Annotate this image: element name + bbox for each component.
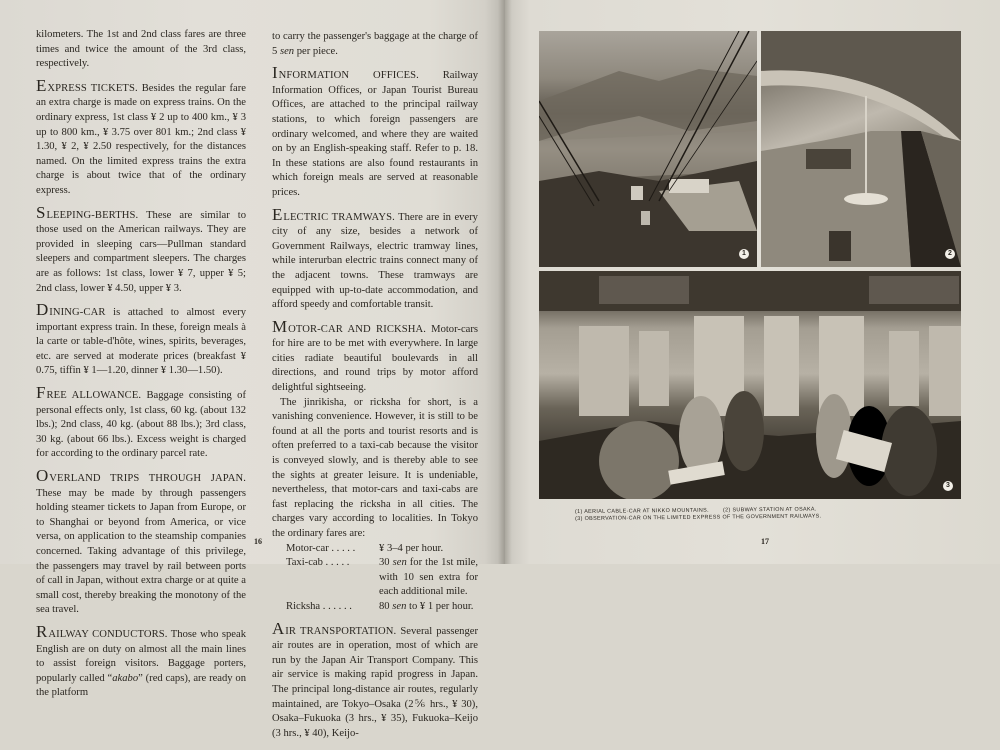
drop-cap: S bbox=[36, 202, 46, 222]
drop-cap: O bbox=[36, 466, 49, 486]
continuation-text: to carry the passenger's baggage at the charge of 5 bbox=[272, 31, 478, 57]
passenger-figure bbox=[724, 391, 764, 471]
caption-item-1: (1) AERIAL CABLE-CAR AT NIKKO MOUNTAINS. bbox=[575, 507, 709, 515]
photo-number-badge: 1 bbox=[739, 249, 749, 259]
continuation-paragraph bbox=[272, 30, 478, 59]
section-body: These are similar to those used on the American railways. They are provided in sleeping cars—Pullman standard sleepers and compartment sleepers. The charges are as follows: 1st class, lower ¥ 7, upper ¥ 5; 2nd class, lower ¥ 4.50, upper ¥ 3. bbox=[36, 209, 246, 294]
section-railway-conductors bbox=[36, 621, 247, 701]
section-heading: NFORMATION OFFICES. bbox=[278, 70, 419, 82]
photo-subway-station bbox=[761, 31, 961, 267]
section-body: Those who speak English are on duty on almost all the main lines to assist foreign visitors. Baggage porters, popularly called “ bbox=[36, 628, 246, 684]
fare-value bbox=[379, 600, 478, 615]
left-page bbox=[0, 0, 505, 739]
photo-number-badge: 2 bbox=[945, 249, 955, 259]
cable-car-cabin bbox=[631, 186, 643, 200]
section-body: Baggage consisting of personal effects only, 1st class, 60 kg. (about 132 lbs.); 2nd class, 40 kg. (about 88 lbs.); 3rd class, 30 kg. (about 66 lbs.). Excess weight is charged for according to the ordinary parcel rate. bbox=[36, 390, 246, 460]
fare-value-italic: sen bbox=[392, 600, 407, 612]
photo-number-badge: 3 bbox=[943, 481, 953, 491]
gutter-shadow bbox=[498, 0, 512, 564]
section-body-italic: akabo bbox=[112, 672, 139, 684]
section-sleeping-berths bbox=[36, 202, 246, 297]
fare-value-end: for the 1st mile, with 10 sen extra for each additional mile. bbox=[379, 557, 478, 598]
continuation-paragraph: kilometers. The 1st and 2nd class fares are three times and twice the amount of the 3rd class, respectively. bbox=[36, 29, 246, 70]
section-express-tickets bbox=[36, 75, 246, 199]
fare-row bbox=[286, 600, 478, 615]
fare-value-italic: sen bbox=[392, 557, 407, 569]
drop-cap: A bbox=[272, 618, 285, 638]
section-electric-tramways bbox=[272, 204, 478, 313]
fare-table bbox=[286, 542, 478, 615]
drop-cap: F bbox=[36, 383, 46, 403]
observation-car-illustration bbox=[539, 271, 961, 499]
section-air-transportation bbox=[272, 618, 478, 742]
section-heading: AILWAY CONDUCTORS. bbox=[48, 628, 168, 640]
left-column-2 bbox=[272, 30, 478, 750]
left-column-1 bbox=[36, 28, 246, 710]
section-body-end: ” (red caps), are ready on the platform bbox=[36, 672, 247, 699]
section-heading: XPRESS TICKETS. bbox=[47, 82, 138, 94]
fare-label: Taxi-cab . . . . . bbox=[286, 557, 350, 569]
section-body: There are in every city of any size, besides a network of Government Railways, electric tramway lines, while interurban electric trains connect many of the adjacent towns. These tramways are equipped with up-to-date accommodation, and afford speedy and comfortable transit. bbox=[272, 211, 478, 311]
continuation-italic: sen bbox=[279, 45, 295, 57]
fare-value bbox=[379, 556, 478, 600]
drop-cap: D bbox=[36, 300, 49, 320]
drop-cap: E bbox=[36, 75, 47, 95]
section-dining-car bbox=[36, 300, 246, 379]
caption-item-2: (2) SUBWAY STATION AT OSAKA. bbox=[722, 506, 817, 514]
section-heading: IR TRANSPORTATION. bbox=[285, 625, 397, 637]
photo-aerial-cable-car bbox=[539, 31, 757, 267]
section-body: These may be made by through passengers holding steamer tickets to Japan from Europe, or to Shanghai or beyond from America, or vice versa, on application to the steamship companies concerned. Taking advantage of this privilege, the passengers may travel by rail between ports of call in Japan, without extra charge or at quite a small cost, thereby breaking the monotony of the sea travel. bbox=[36, 487, 246, 616]
fare-label: Motor-car . . . . . bbox=[286, 542, 356, 554]
section-body: Railway Information Offices, or Japan Tourist Bureau Offices, are attached to the principal railway stations, to which foreign passengers are ordinary welcomed, and where they are waited on by an English-speaking staff. Refer to p. 18. In these stations are also found restaurants in which foreign meals are served at reasonable prices. bbox=[272, 70, 479, 198]
fare-row bbox=[286, 556, 478, 600]
fare-label: Ricksha . . . . . . bbox=[286, 600, 352, 612]
section-heading: LEEPING-BERTHS. bbox=[46, 209, 139, 221]
caption-line-2: (3) OBSERVATION-CAR ON THE LIMITED EXPRESS OF THE GOVERNMENT RAILWAYS. bbox=[575, 513, 822, 522]
section-information-offices bbox=[272, 63, 479, 200]
continuation-end: per piece. bbox=[294, 45, 338, 57]
fare-value bbox=[379, 542, 478, 557]
section-heading: INING-CAR bbox=[49, 307, 106, 319]
section-heading: REE ALLOWANCE. bbox=[46, 390, 142, 402]
section-heading: VERLAND TRIPS THROUGH JAPAN. bbox=[49, 473, 246, 485]
fare-value-text: 80 bbox=[379, 600, 393, 612]
drop-cap: E bbox=[272, 204, 283, 224]
drop-cap: R bbox=[36, 621, 48, 641]
page-number-left: 16 bbox=[254, 537, 262, 546]
section-free-allowance bbox=[36, 383, 246, 462]
fare-value-text: 30 bbox=[379, 557, 393, 569]
fare-value-end: to ¥ 1 per hour. bbox=[406, 600, 474, 612]
section-body: is attached to almost every important express train. In these, foreign meals à la carte or table-d'hôte, wines, spirits, beverages, etc. are served at moderate prices (breakfast ¥ 0.75, tiffin ¥ 1—1.20, dinner ¥ 1.30—1.50). bbox=[36, 307, 246, 377]
cable-car-illustration bbox=[539, 31, 757, 267]
section-heading: OTOR-CAR AND RICKSHA. bbox=[288, 323, 426, 335]
fare-value-text: ¥ 3–4 per hour. bbox=[379, 542, 444, 554]
section-body: Several passenger air routes are in operation, most of which are run by the Japan Air Transport Company. This air service is making rapid progress in Japan. The principal long-distance air routes, regularly maintained, are Tokyo–Osaka (2⅚ hrs., ¥ 30), Osaka–Fukuoka (3 hrs., ¥ 35), Fukuoka–Keijo (3 hrs., ¥ 40), Keijo- bbox=[272, 625, 478, 739]
passenger-figure bbox=[599, 421, 679, 499]
section-overland-trips bbox=[36, 466, 246, 618]
section-body: Besides the regular fare an extra charge is made on express trains. On the ordinary express, 1st class ¥ 2 up to 400 km., ¥ 3 up to 800 km., ¥ 3.75 over 801 km.; 2nd class ¥ 1.30, ¥ 2, ¥ 2.50 respectively, for the distances named. On the limited express trains the extra charge is about twice that of the ordinary express. bbox=[36, 82, 246, 196]
drop-cap: M bbox=[272, 316, 288, 336]
fare-row bbox=[286, 542, 478, 557]
section-motor-car-ricksha bbox=[272, 316, 478, 396]
ricksha-paragraph: The jinrikisha, or ricksha for short, is a vanishing convenience. However, it is still to be found at all the ports and tourist resorts and is often preferred to a taxi-cab because the visitor is conveyed slowly, and is thereby able to see the sights at greater leisure. It is undeniable, nevertheless, that motor-cars and taxi-cabs are fast replacing the ricksha in all cities. The charges vary according to localities. In Tokyo the ordinary fares are: bbox=[272, 396, 478, 539]
section-heading: LECTRIC TRAMWAYS. bbox=[283, 211, 395, 223]
subway-illustration bbox=[761, 31, 961, 267]
drop-cap: I bbox=[272, 63, 278, 83]
page-number-right: 17 bbox=[761, 537, 769, 546]
photo-observation-car bbox=[539, 271, 961, 499]
section-body: Motor-cars for hire are to be met with everywhere. In large cities radiate beautiful boulevards in all directions, and round trips by motor afford delightful sightseeing. bbox=[272, 323, 478, 394]
